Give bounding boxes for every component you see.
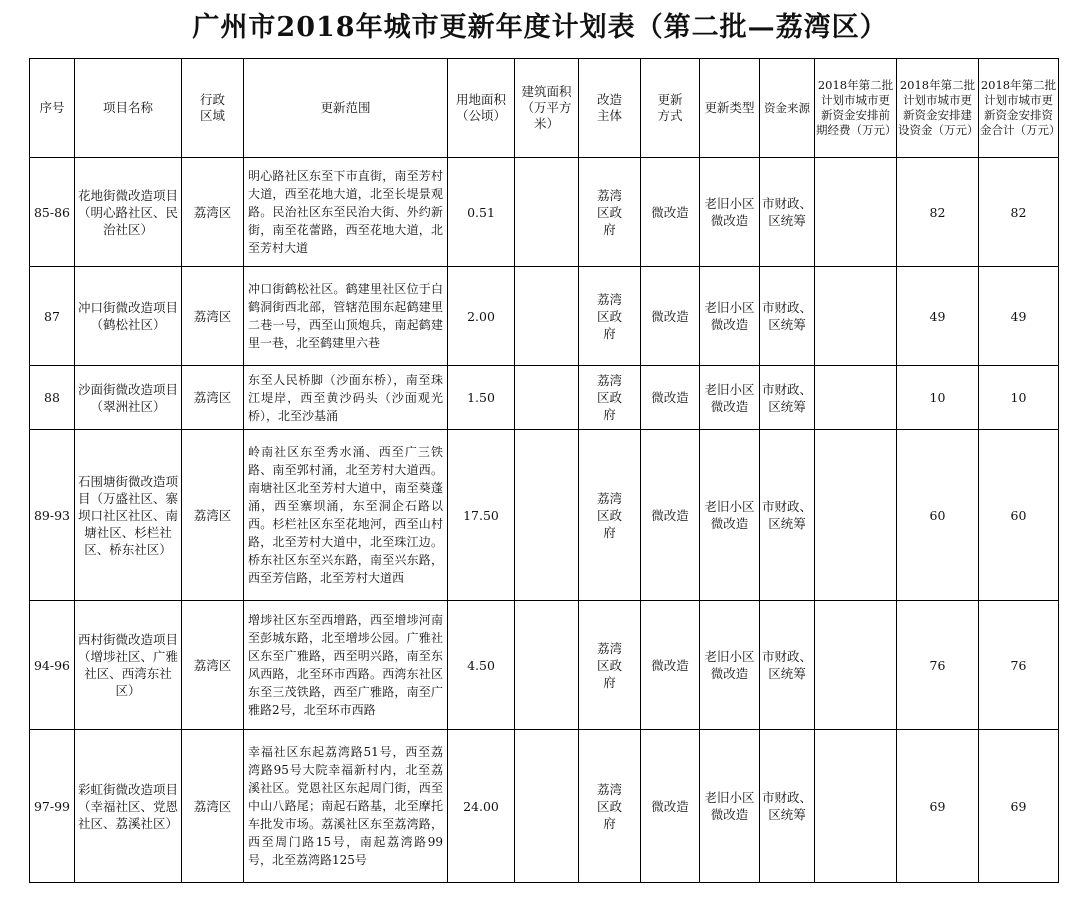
cell-method: 微改造 — [641, 158, 700, 267]
cell-prelim-fund — [815, 730, 897, 883]
cell-land-area: 24.00 — [448, 730, 515, 883]
table-row — [30, 601, 1059, 730]
cell-land-area: 0.51 — [448, 158, 515, 267]
cell-method: 微改造 — [641, 730, 700, 883]
table-row — [30, 158, 1059, 267]
cell-type: 老旧小区微改造 — [700, 430, 760, 601]
cell-subject: 荔湾区政府 — [579, 267, 641, 366]
header-build-fund: 2018年第二批计划市城市更新资金安排建设资金（万元） — [897, 59, 979, 158]
cell-build-area — [515, 158, 579, 267]
table-row — [30, 366, 1059, 430]
cell-type: 老旧小区微改造 — [700, 267, 760, 366]
header-build-area: 建筑面积（万平方米） — [515, 59, 579, 158]
cell-seq: 89-93 — [30, 430, 75, 601]
cell-land-area: 17.50 — [448, 430, 515, 601]
cell-build-fund: 82 — [897, 158, 979, 267]
cell-fund-source: 市财政、区统筹 — [760, 430, 815, 601]
cell-subject: 荔湾区政府 — [579, 430, 641, 601]
cell-land-area: 2.00 — [448, 267, 515, 366]
header-prelim-fund: 2018年第二批计划市城市更新资金安排前期经费（万元） — [815, 59, 897, 158]
header-total-fund: 2018年第二批计划市城市更新资金安排资金合计（万元） — [979, 59, 1059, 158]
cell-seq: 97-99 — [30, 730, 75, 883]
cell-fund-source: 市财政、区统筹 — [760, 267, 815, 366]
table-row — [30, 267, 1059, 366]
cell-type: 老旧小区微改造 — [700, 366, 760, 430]
header-seq: 序号 — [30, 59, 75, 158]
cell-project-name: 彩虹街微改造项目（幸福社区、党恩社区、荔溪社区） — [75, 730, 182, 883]
cell-project-name: 冲口街微改造项目（鹤松社区） — [75, 267, 182, 366]
cell-prelim-fund — [815, 430, 897, 601]
header-district: 行政区域 — [182, 59, 244, 158]
cell-seq: 87 — [30, 267, 75, 366]
table-row — [30, 430, 1059, 601]
cell-project-name: 石围塘街微改造项目（万盛社区、寨坝口社区社区、南塘社区、杉栏社区、桥东社区） — [75, 430, 182, 601]
cell-build-area — [515, 601, 579, 730]
header-scope: 更新范围 — [244, 59, 448, 158]
cell-project-name: 西村街微改造项目（增埗社区、广雅社区、西湾东社区） — [75, 601, 182, 730]
cell-method: 微改造 — [641, 601, 700, 730]
plan-table — [29, 58, 1059, 883]
header-subject: 改造主体 — [579, 59, 641, 158]
cell-fund-source: 市财政、区统筹 — [760, 366, 815, 430]
cell-project-name: 花地街微改造项目（明心路社区、民治社区） — [75, 158, 182, 267]
cell-build-fund: 76 — [897, 601, 979, 730]
cell-district: 荔湾区 — [182, 730, 244, 883]
cell-project-name: 沙面街微改造项目（翠洲社区） — [75, 366, 182, 430]
cell-fund-source: 市财政、区统筹 — [760, 158, 815, 267]
cell-scope: 冲口街鹤松社区。鹤建里社区位于白鹤洞街西北部，管辖范围东起鹤建里二巷一号，西至山顶炮兵，南起鹤建里一巷，北至鹤建里六巷 — [244, 267, 448, 366]
cell-district: 荔湾区 — [182, 430, 244, 601]
cell-prelim-fund — [815, 267, 897, 366]
cell-type: 老旧小区微改造 — [700, 158, 760, 267]
cell-build-area — [515, 366, 579, 430]
cell-build-area — [515, 430, 579, 601]
header-row — [30, 59, 1059, 158]
cell-district: 荔湾区 — [182, 158, 244, 267]
table-row — [30, 730, 1059, 883]
cell-fund-source: 市财政、区统筹 — [760, 601, 815, 730]
cell-land-area: 1.50 — [448, 366, 515, 430]
cell-subject: 荔湾区政府 — [579, 366, 641, 430]
header-method: 更新方式 — [641, 59, 700, 158]
cell-method: 微改造 — [641, 430, 700, 601]
cell-total-fund: 76 — [979, 601, 1059, 730]
cell-type: 老旧小区微改造 — [700, 601, 760, 730]
cell-build-fund: 49 — [897, 267, 979, 366]
cell-method: 微改造 — [641, 366, 700, 430]
cell-total-fund: 69 — [979, 730, 1059, 883]
cell-type: 老旧小区微改造 — [700, 730, 760, 883]
cell-total-fund: 60 — [979, 430, 1059, 601]
cell-scope: 岭南社区东至秀水涌、西至广三铁路、南至郭村涌，北至芳村大道西。南塘社区北至芳村大道中，南至葵蓬涌，西至寨坝涌，东至洞企石路以西。杉栏社区东至花地河，西至山村路，北至芳村大道中，北至珠江边。桥东社区东至兴东路，南至兴东路，西至芳信路，北至芳村大道西 — [244, 430, 448, 601]
cell-build-fund: 10 — [897, 366, 979, 430]
cell-total-fund: 10 — [979, 366, 1059, 430]
cell-scope: 幸福社区东起荔湾路51号，西至荔湾路95号大院幸福新村内，北至荔溪社区。党恩社区东起周门街，西至中山八路尾；南起石路基，北至摩托车批发市场。荔溪社区东至荔湾路，西至周门路15号，南起荔湾路99号，北至荔湾路125号 — [244, 730, 448, 883]
cell-build-area — [515, 730, 579, 883]
cell-build-area — [515, 267, 579, 366]
header-name: 项目名称 — [75, 59, 182, 158]
cell-subject: 荔湾区政府 — [579, 158, 641, 267]
cell-district: 荔湾区 — [182, 601, 244, 730]
cell-land-area: 4.50 — [448, 601, 515, 730]
cell-subject: 荔湾区政府 — [579, 730, 641, 883]
cell-total-fund: 82 — [979, 158, 1059, 267]
cell-district: 荔湾区 — [182, 267, 244, 366]
cell-total-fund: 49 — [979, 267, 1059, 366]
cell-scope: 增埗社区东至西增路，西至增埗河南至彭城东路，北至增埗公园。广雅社区东至广雅路，西至明兴路，南至东风西路，北至环市西路。西湾东社区东至三茂铁路，西至广雅路，南至广雅路2号，北至环市西路 — [244, 601, 448, 730]
cell-scope: 明心路社区东至下市直街，南至芳村大道，西至花地大道，北至长堤景观路。民治社区东至民治大街、外约新街，南至花蕾路，西至花地大道，北至芳村大道 — [244, 158, 448, 267]
cell-seq: 88 — [30, 366, 75, 430]
cell-subject: 荔湾区政府 — [579, 601, 641, 730]
cell-prelim-fund — [815, 601, 897, 730]
cell-build-fund: 60 — [897, 430, 979, 601]
cell-scope: 东至人民桥脚（沙面东桥），南至珠江堤岸，西至黄沙码头（沙面观光桥），北至沙基涌 — [244, 366, 448, 430]
cell-fund-source: 市财政、区统筹 — [760, 730, 815, 883]
cell-district: 荔湾区 — [182, 366, 244, 430]
cell-prelim-fund — [815, 158, 897, 267]
cell-method: 微改造 — [641, 267, 700, 366]
cell-build-fund: 69 — [897, 730, 979, 883]
header-land-area: 用地面积（公顷） — [448, 59, 515, 158]
header-type: 更新类型 — [700, 59, 760, 158]
header-fund-source: 资金来源 — [760, 59, 815, 158]
cell-prelim-fund — [815, 366, 897, 430]
cell-seq: 85-86 — [30, 158, 75, 267]
cell-seq: 94-96 — [30, 601, 75, 730]
page-title: 广州市2018年城市更新年度计划表（第二批—荔湾区） — [192, 12, 888, 43]
